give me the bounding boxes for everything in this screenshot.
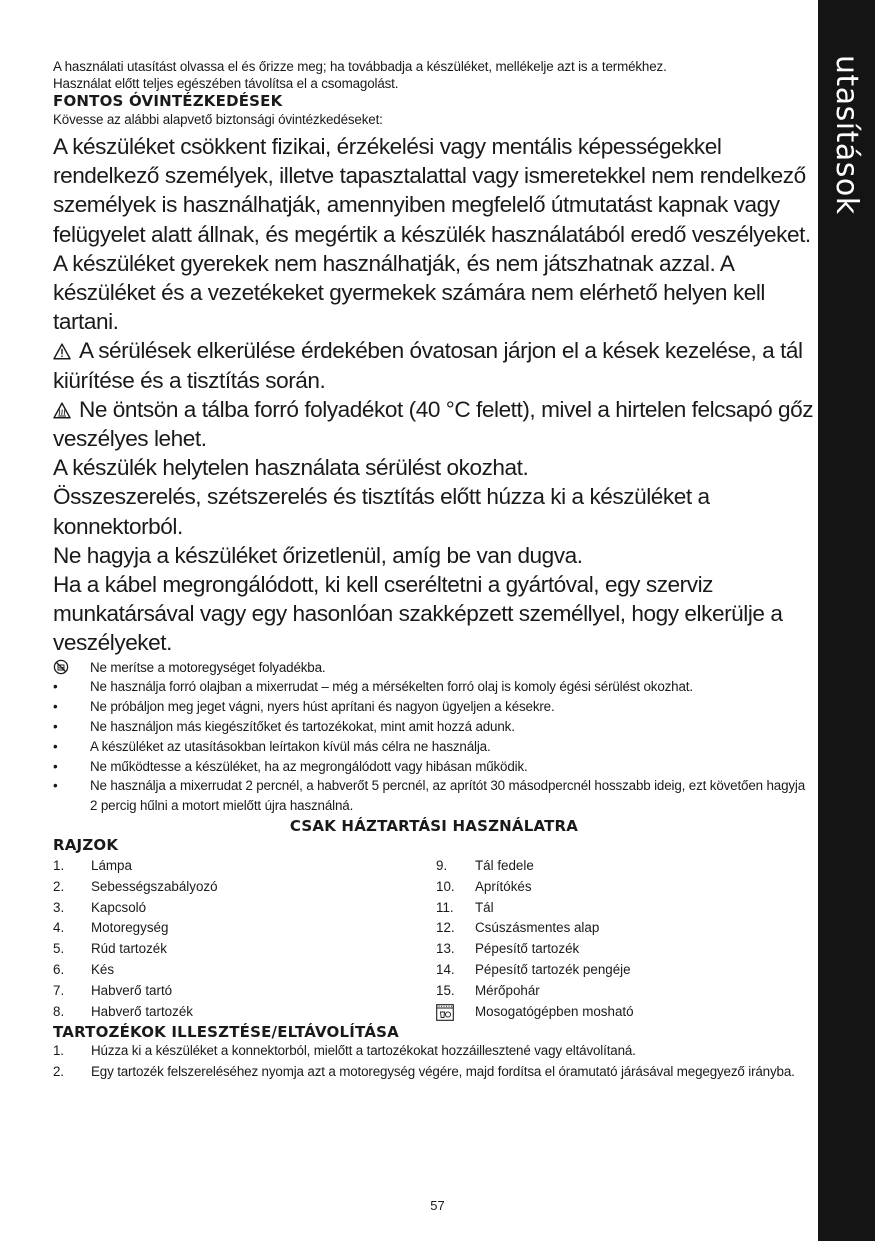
part-item <box>53 877 436 898</box>
part-item <box>436 981 634 1002</box>
parts-list <box>53 856 815 1022</box>
part-number: 15. <box>436 982 455 998</box>
intro-line-1: A használati utasítást olvassa el és őrizze meg; ha továbbadja a készüléket, mellékelje azt is a termékhez. <box>53 59 667 74</box>
list-item-text: Ne próbáljon meg jeget vágni, nyers húst aprítani és nagyon ügyeljen a késekre. <box>90 699 555 715</box>
part-item <box>436 877 634 898</box>
part-number: 3. <box>53 899 65 915</box>
dishwasher-label: Mosogatógépben mosható <box>475 1003 634 1019</box>
warning-hot-liquid-text: Ne öntsön a tálba forró folyadékot (40 °C felett), mivel a hirtelen felcsapó gőz veszélyes lehet. <box>53 396 814 452</box>
bullet-symbol: • <box>53 738 58 754</box>
part-item <box>53 981 436 1002</box>
intro-line-2: Használat előtt teljes egészében távolítsa el a csomagolást. <box>53 76 399 91</box>
list-item-no-immerse <box>53 658 815 678</box>
part-label: Habverő tartozék <box>91 1003 193 1019</box>
list-item-text: Ne használja forró olajban a mixerrudat – még a mérsékelten forró olaj is komoly égési sérülést okozhat. <box>90 679 693 695</box>
list-item-text: Ne működtesse a készüléket, ha az megrongálódott vagy hibásan működik. <box>90 758 528 774</box>
assembly-steps <box>53 1042 815 1081</box>
parts-column-left <box>53 856 436 1022</box>
list-item <box>53 717 815 737</box>
part-label: Kapcsoló <box>91 899 147 915</box>
part-item <box>436 898 634 919</box>
part-number: 14. <box>436 962 455 978</box>
part-number: 10. <box>436 878 455 894</box>
list-item <box>53 677 815 697</box>
safety-misuse: A készülék helytelen használata sérülést okozhat. <box>53 455 529 481</box>
part-label: Aprítókés <box>475 878 532 894</box>
bullet-symbol: • <box>53 679 58 695</box>
part-label: Pépesítő tartozék pengéje <box>475 962 631 978</box>
list-item <box>53 697 815 717</box>
part-item <box>53 918 436 939</box>
part-label: Motoregység <box>91 920 169 936</box>
part-label: Tál fedele <box>475 858 534 874</box>
warning-knives-text: A sérülések elkerülése érdekében óvatosan járjon el a kések kezelése, a tál kiürítése és a tisztítás során. <box>53 338 803 393</box>
part-item <box>436 856 634 877</box>
part-item <box>436 960 634 981</box>
part-number: 7. <box>53 982 65 998</box>
safety-unplug: Összeszerelés, szétszerelés és tisztítás előtt húzza ki a készüléket a konnektorból. <box>53 484 710 539</box>
part-label: Lámpa <box>91 858 132 874</box>
assembly-step <box>53 1063 815 1082</box>
safety-cable: Ha a kábel megrongálódott, ki kell cseréltetni a gyártóval, egy szerviz munkatársával vagy egy hasonlóan szakképzett személlyel, hogy elkerülje a veszélyeket. <box>53 572 783 656</box>
part-label: Rúd tartozék <box>91 941 167 957</box>
bullet-symbol: • <box>53 778 58 794</box>
part-number: 6. <box>53 962 65 978</box>
part-number: 12. <box>436 920 455 936</box>
bullet-symbol: • <box>53 699 58 715</box>
part-label: Sebességszabályozó <box>91 878 218 894</box>
warning-hot-liquid <box>53 395 815 453</box>
document-content <box>53 58 815 1083</box>
step-text: Húzza ki a készüléket a konnektorból, mielőtt a tartozékokat hozzáillesztené vagy eltávolítaná. <box>91 1043 636 1059</box>
list-item <box>53 757 815 777</box>
step-text: Egy tartozék felszereléséhez nyomja azt a motoregység végére, majd fordítsa el óramutató járásával megegyező irányba. <box>91 1063 795 1079</box>
assembly-heading: TARTOZÉKOK ILLESZTÉSE/ELTÁVOLÍTÁSA <box>53 1023 399 1042</box>
bullet-symbol: • <box>53 719 58 735</box>
part-label: Habverő tartó <box>91 982 173 998</box>
part-item <box>53 960 436 981</box>
part-label: Kés <box>91 962 115 978</box>
page-number: 57 <box>430 1198 445 1213</box>
part-label: Tál <box>475 899 494 915</box>
part-number: 4. <box>53 920 65 936</box>
safety-subheading: Kövesse az alábbi alapvető biztonsági óvintézkedéseket: <box>53 112 383 127</box>
safety-bullet-list <box>53 658 815 816</box>
warning-triangle-icon <box>53 343 79 360</box>
dishwasher-icon <box>436 1004 454 1028</box>
part-number: 11. <box>436 899 454 915</box>
step-number: 2. <box>53 1063 64 1079</box>
part-item-dishwasher <box>436 1002 634 1023</box>
list-item-text: Ne használjon más kiegészítőket és tartozékokat, mint amit hozzá adunk. <box>90 719 515 735</box>
household-use-heading: CSAK HÁZTARTÁSI HASZNÁLATRA <box>289 817 579 836</box>
part-item <box>53 898 436 919</box>
part-item <box>436 918 634 939</box>
parts-heading: RAJZOK <box>53 836 119 855</box>
list-item-text: A készüléket az utasításokban leírtakon kívül más célra ne használja. <box>90 738 491 754</box>
part-label: Csúszásmentes alap <box>475 920 600 936</box>
part-label: Pépesítő tartozék <box>475 941 580 957</box>
hot-surface-icon <box>53 402 79 419</box>
part-number: 9. <box>436 858 448 874</box>
side-tab <box>818 0 875 1241</box>
part-number: 5. <box>53 941 65 957</box>
part-label: Mérőpohár <box>475 982 540 998</box>
bullet-symbol: • <box>53 758 58 774</box>
safety-heading: FONTOS ÓVINTÉZKEDÉSEK <box>53 92 283 110</box>
list-item <box>53 737 815 757</box>
assembly-step <box>53 1042 815 1061</box>
part-number: 2. <box>53 878 65 894</box>
part-item <box>436 939 634 960</box>
part-item <box>53 856 436 877</box>
part-number: 13. <box>436 941 455 957</box>
warning-knives <box>53 336 815 394</box>
safety-unattended: Ne hagyja a készüléket őrizetlenül, amíg be van dugva. <box>53 542 583 568</box>
list-item <box>53 776 815 816</box>
step-number: 1. <box>53 1043 64 1059</box>
no-immerse-text: Ne merítse a motoregységet folyadékba. <box>90 659 326 675</box>
part-number: 1. <box>53 858 65 874</box>
part-item <box>53 1002 436 1023</box>
side-tab-label: utasítások <box>829 55 864 215</box>
parts-column-right <box>436 856 634 1022</box>
safety-paragraph-capabilities: A készüléket csökkent fizikai, érzékelési vagy mentális képességekkel rendelkező személyek, illetve tapasztalattal vagy ismeretekkel nem rendelkező személyek is használhatják, amennyiben megfelelő útmutatást kapnak vagy felügyelet alatt állnak, és megértik a készülék használatából eredő veszélyeket. A készüléket gyerekek nem használhatják, és nem játszhatnak azzal. A készüléket és a vezetékeket gyermekek számára nem elérhető helyen kell tartani. <box>53 134 811 335</box>
part-number: 8. <box>53 1003 65 1019</box>
part-item <box>53 939 436 960</box>
list-item-text: Ne használja a mixerrudat 2 percnél, a habverőt 5 percnél, az aprítót 30 másodpercnél hosszabb ideig, ezt követően hagyja 2 percig hűlni a motort mielőtt újra használná. <box>90 778 806 814</box>
